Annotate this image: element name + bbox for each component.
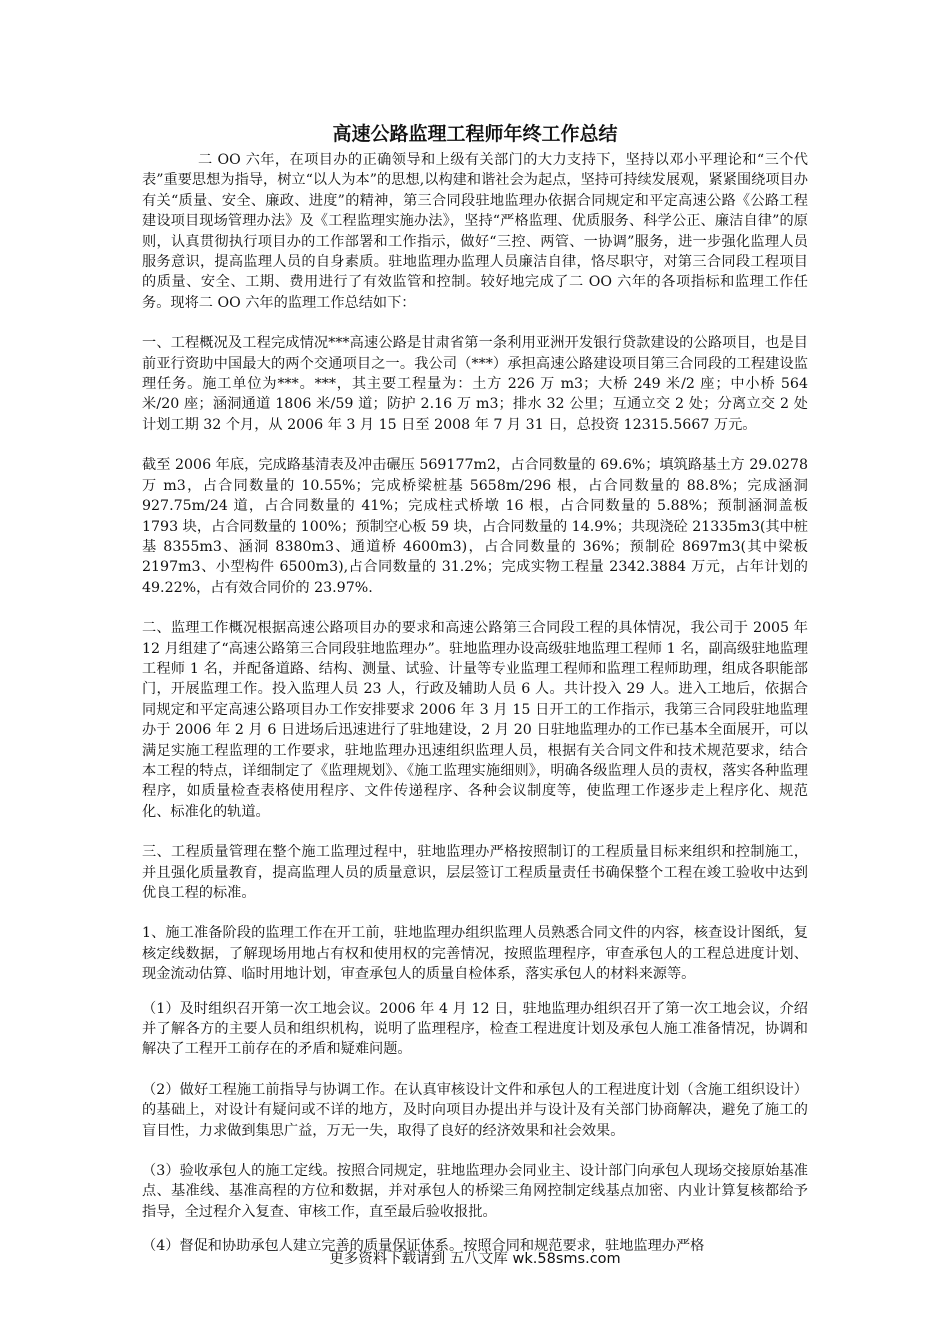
page-footer: 更多资料下载请到 五八文库 wk.58sms.com [329,1251,621,1267]
document-body [142,120,808,1257]
paragraph-section-1: 一、工程概况及工程完成情况***高速公路是甘肃省第一条利用亚洲开发银行贷款建设的公路项目，也是目前亚行资助中国最大的两个交通项目之一。我公司（***）承担高速公路建设项目第三合同段的工程建设监理任务。施工单位为***。***，其主要工程量为：土方 226 万 m3；大桥 249 米/2 座；中小桥 564 米/20 座；涵洞通道 1806 米/59 道；防护 2.16 万 m3；排水 32 公里；互通立交 2 处；分离立交 2 处计划工期 32 个月，从 2006 年 3 月 15 日至 2008 年 7 月 31 日，总投资 12315.5667 万元。 [142,335,808,433]
paragraph-subitem-2: （2）做好工程施工前指导与协调工作。在认真审核设计文件和承包人的工程进度计划（含施工组织设计）的基础上，对设计有疑问或不详的地方，及时向项目办提出并与设计及有关部门协商解决，避免了施工的盲目性，力求做到集思广益，万无一失，取得了良好的经济效果和社会效果。 [142,1081,808,1139]
paragraph-subitem-3: （3）验收承包人的施工定线。按照合同规定，驻地监理办会同业主、设计部门向承包人现场交接原始基准点、基准线、基准高程的方位和数据，并对承包人的桥梁三角网控制定线基点加密、内业计算复核都给予指导，全过程介入复查、审核工作，直至最后验收报批。 [142,1163,808,1220]
paragraph-subitem-1: （1）及时组织召开第一次工地会议。2006 年 4 月 12 日，驻地监理办组织召开了第一次工地会议，介绍并了解各方的主要人员和组织机构，说明了监理程序，检查工程进度计划及承包人施工准备情况，协调和解决了工程开工前存在的矛盾和疑难问题。 [142,1000,808,1058]
document-title: 高速公路监理工程师年终工作总结 [332,123,618,145]
paragraph-progress: 截至 2006 年底，完成路基清表及冲击碾压 569177m2，占合同数量的 69.6%；填筑路基土方 29.0278 万 m3，占合同数量的 10.55%；完成桥梁桩基 5658m/296 根，占合同数量的 88.8%；完成涵洞 927.75m/24 道，占合同数量的 41%；完成柱式桥墩 16 根，占合同数量的 5.88%；预制涵洞盖板 1793 块，占合同数量的 100%；预制空心板 59 块，占合同数量的 14.9%；共现浇砼 21335m3(其中桩基 8355m3、涵洞 8380m3、通道桥 4600m3)，占合同数量的 36%；预制砼 8697m3(其中梁板 2197m3、小型构件 6500m3),占合同数量的 31.2%；完成实物工程量 2342.3884 万元，占年计划的 49.22%，占有效合同价的 23.97%. [142,457,808,596]
paragraph-subitem-4: （4）督促和协助承包人建立完善的质量保证体系。按照合同和规范要求，驻地监理办严格 [142,1238,705,1255]
paragraph-section-2: 二、监理工作概况根据高速公路项目办的要求和高速公路第三合同段工程的具体情况，我公司于 2005 年 12 月组建了“高速公路第三合同段驻地监理办”。驻地监理办设高级驻地监理工程师 1 名，副高级驻地监理工程师 1 名，并配备道路、结构、测量、试验、计量等专业监理工程师和监理工程师助理，组成各职能部门，开展监理工作。投入监理人员 23 人，行政及辅助人员 6 人。共计投入 29 人。进入工地后，依据合同规定和平定高速公路项目办工作安排要求 2006 年 3 月 15 日开工的工作指示，我第三合同段驻地监理办于 2006 年 2 月 6 日进场后迅速进行了驻地建设，2 月 20 日驻地监理办的工作已基本全面展开，可以满足实施工程监理的工作要求，驻地监理办迅速组织监理人员，根据有关合同文件和技术规范要求，结合本工程的特点，详细制定了《监理规划》、《施工监理实施细则》，明确各级监理人员的责权，落实各种监理程序，如质量检查表格使用程序、文件传递程序、各种会议制度等，使监理工作逐步走上程序化、规范化、标准化的轨道。 [142,620,808,820]
paragraph-item-1: 1、施工准备阶段的监理工作在开工前，驻地监理办组织监理人员熟悉合同文件的内容，核查设计图纸，复核定线数据，了解现场用地占有权和使用权的完善情况，按照监理程序，审查承包人的工程总进度计划、现金流动估算、临时用地计划，审查承包人的质量自检体系，落实承包人的材料来源等。 [142,925,808,983]
paragraph-intro: 二 OO 六年，在项目办的正确领导和上级有关部门的大力支持下，坚持以邓小平理论和“三个代表”重要思想为指导，树立“以人为本”的思想,以构建和谐社会为起点，坚持可持续发展观，紧紧围绕项目办有关“质量、安全、廉政、进度”的精神，第三合同段驻地监理办依据合同规定和平定高速公路《公路工程建设项目现场管理办法》及《工程监理实施办法》，坚持“严格监理、优质服务、科学公正、廉洁自律”的原则，认真贯彻执行项目办的工作部署和工作指示，做好“三控、两管、一协调”服务，进一步强化监理人员服务意识，提高监理人员的自身素质。驻地监理办监理人员廉洁自律，恪尽职守，对第三合同段工程项目的质量、安全、工期、费用进行了有效监管和控制。较好地完成了二 OO 六年的各项指标和监理工作任务。现将二 OO 六年的监理工作总结如下： [142,152,808,311]
paragraph-section-3: 三、工程质量管理在整个施工监理过程中，驻地监理办严格按照制订的工程质量目标来组织和控制施工，并且强化质量教育，提高监理人员的质量意识，层层签订工程质量责任书确保整个工程在竣工验收中达到优良工程的标准。 [142,844,808,901]
